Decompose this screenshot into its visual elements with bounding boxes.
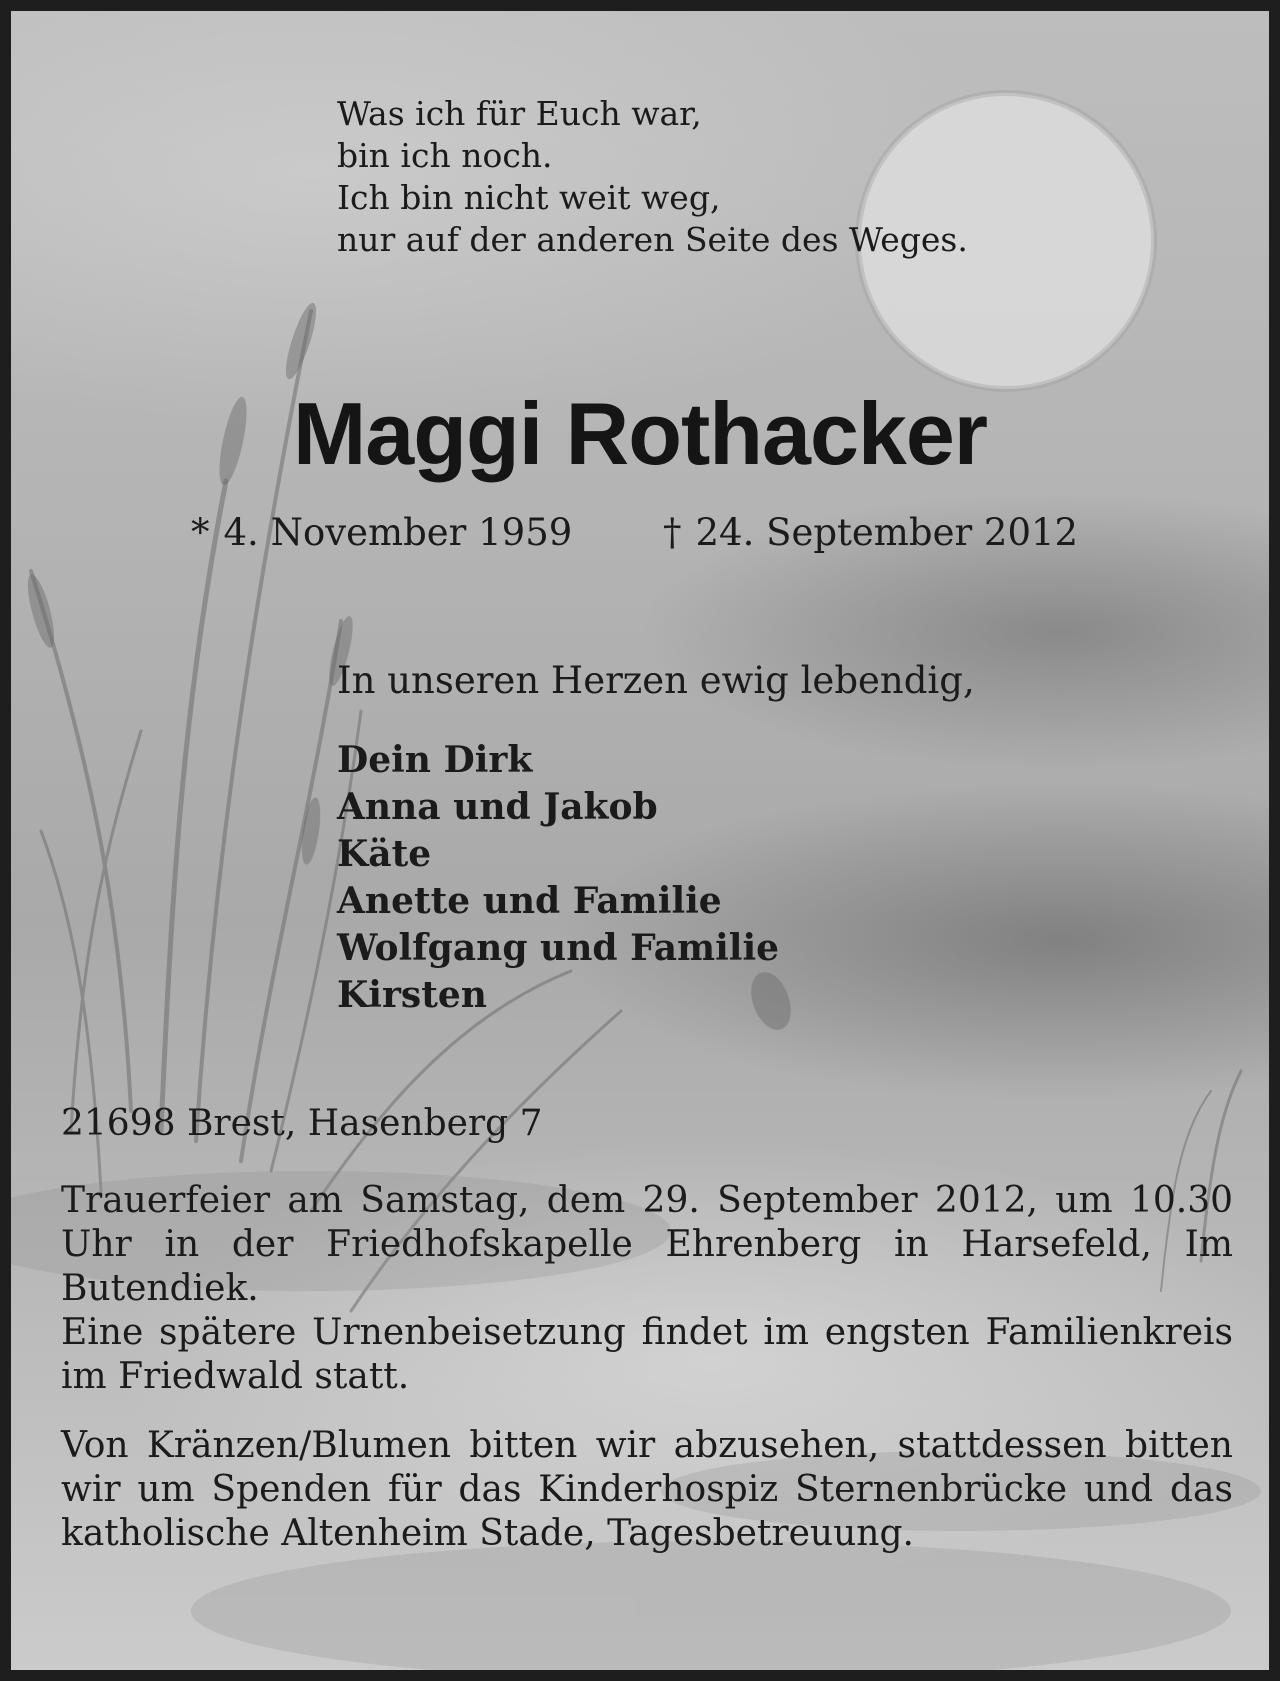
mourner: Wolfgang und Familie bbox=[337, 927, 780, 969]
donation-info bbox=[61, 1424, 1233, 1556]
address: 21698 Brest, Hasenberg 7 bbox=[61, 1103, 543, 1144]
death-date-text: 24. September 2012 bbox=[695, 511, 1079, 554]
obituary-notice bbox=[11, 11, 1269, 1670]
mourner: Käte bbox=[337, 833, 432, 875]
dedication: In unseren Herzen ewig lebendig, bbox=[337, 659, 975, 702]
poem-line: nur auf der anderen Seite des Weges. bbox=[337, 220, 968, 259]
poem-line: Was ich für Euch war, bbox=[337, 94, 702, 133]
death-date bbox=[663, 511, 1078, 554]
birth-date-text: 4. November 1959 bbox=[223, 511, 573, 554]
poem-line: bin ich noch. bbox=[337, 136, 553, 175]
mourner: Anette und Familie bbox=[337, 880, 722, 922]
deceased-name: Maggi Rothacker bbox=[292, 384, 988, 483]
ceremony-info bbox=[61, 1179, 1233, 1399]
death-symbol: † bbox=[663, 511, 682, 554]
birth-date bbox=[191, 511, 572, 554]
mourner: Anna und Jakob bbox=[337, 786, 658, 828]
birth-symbol: * bbox=[191, 511, 210, 554]
ceremony-text: Trauerfeier am Samstag, dem 29. September 2012, um 10.30 Uhr in der Friedhofskapelle Ehrenberg in Harsefeld, Im Butendiek. bbox=[61, 1180, 1233, 1309]
donation-text: Von Kränzen/Blumen bitten wir abzusehen, stattdessen bitten wir um Spenden für das Kinderhospiz Sternenbrücke und das katholische Altenheim Stade, Tagesbetreuung. bbox=[61, 1425, 1233, 1554]
mourners-list bbox=[337, 737, 779, 1019]
poem-line: Ich bin nicht weit weg, bbox=[337, 178, 721, 217]
poem bbox=[337, 93, 968, 261]
mourner: Kirsten bbox=[337, 974, 487, 1016]
mourner: Dein Dirk bbox=[337, 739, 533, 781]
urn-burial-text: Eine spätere Urnenbeisetzung findet im engsten Familienkreis im Friedwald statt. bbox=[61, 1312, 1233, 1397]
